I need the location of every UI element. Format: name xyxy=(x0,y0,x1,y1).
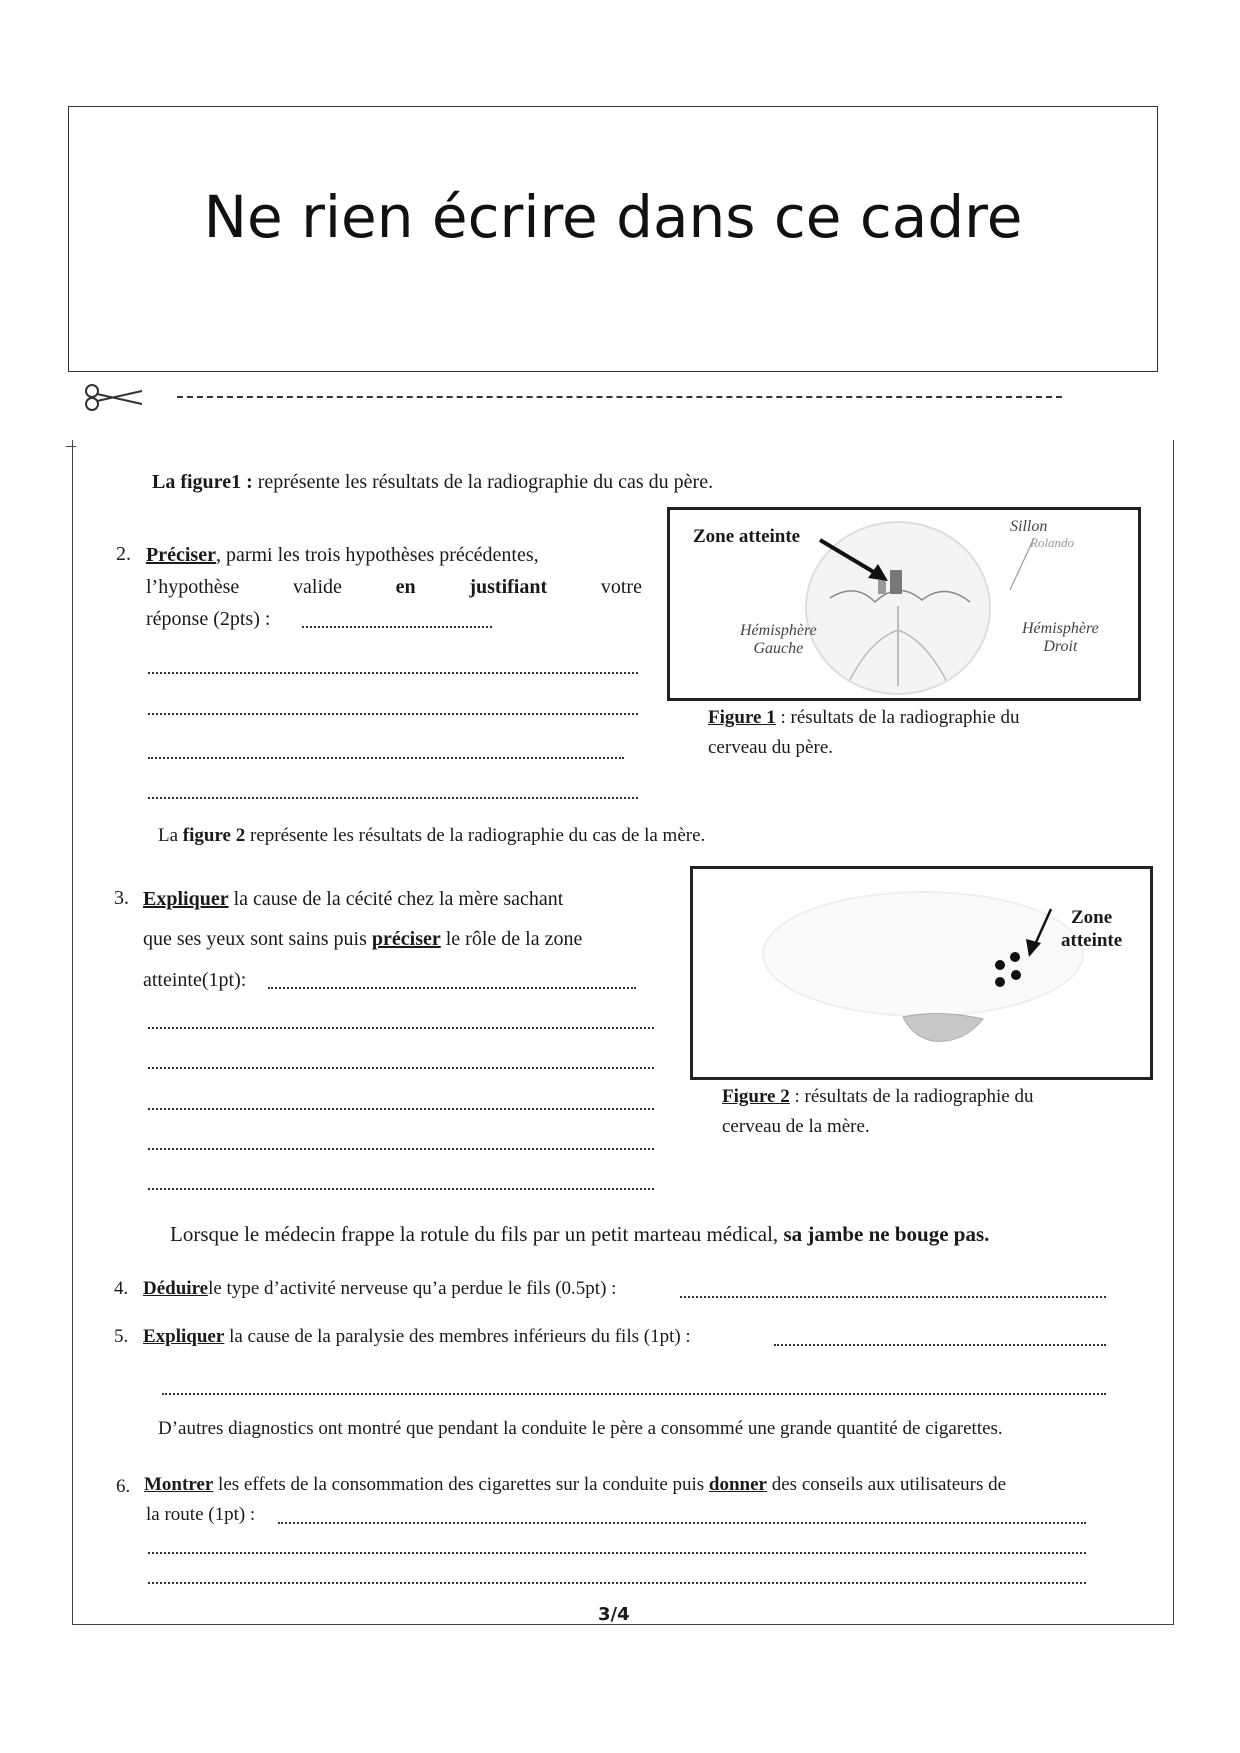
q6-line2: la route (1pt) : xyxy=(146,1504,256,1525)
answer-line[interactable] xyxy=(148,757,624,759)
intro2-prefix: La xyxy=(158,825,179,846)
q2-line2-b: valide xyxy=(293,576,342,598)
q2-line2-c: en xyxy=(395,576,416,598)
figure1-sillon: Sillon xyxy=(1010,518,1048,535)
frame-corner xyxy=(66,446,76,447)
figure2-zone-label xyxy=(1061,907,1122,953)
q6-text2: des conseils aux utilisateurs de xyxy=(771,1474,1007,1495)
scissors-icon xyxy=(82,382,152,412)
intro-cigarettes: D’autres diagnostics ont montré que pendant la conduite le père a consommé une grande quantité de cigarettes. xyxy=(158,1418,1003,1439)
figure2-caption-label: Figure 2 xyxy=(722,1086,790,1107)
figure1-left-hemi-1: Hémisphère xyxy=(740,622,817,639)
reserved-box xyxy=(68,106,1158,372)
q6-verb1: Montrer xyxy=(144,1474,214,1495)
figure2-zone-1: Zone xyxy=(1071,907,1113,928)
answer-line[interactable] xyxy=(148,1582,1086,1584)
q5-verb: Expliquer xyxy=(143,1326,225,1347)
answer-line[interactable] xyxy=(148,1067,654,1069)
q5-line xyxy=(143,1326,691,1349)
q3-number: 3. xyxy=(114,887,129,909)
q2-line1 xyxy=(146,543,642,567)
q2-line2-a: l’hypothèse xyxy=(146,576,240,598)
answer-line[interactable] xyxy=(680,1296,1106,1298)
figure1-caption-label: Figure 1 xyxy=(708,707,776,728)
q3-line2-b: le rôle de la zone xyxy=(445,928,583,950)
figure1-rolando: Rolando xyxy=(1030,535,1075,550)
q5-number: 5. xyxy=(114,1326,129,1347)
q3-verb1: Expliquer xyxy=(143,888,229,910)
q2-verb: Préciser xyxy=(146,544,216,566)
answer-line[interactable] xyxy=(278,1522,1086,1524)
figure1-zone-label: Zone atteinte xyxy=(693,526,801,547)
q3-line3: atteinte(1pt): xyxy=(143,969,247,991)
q3-line2-a: que ses yeux sont sains puis xyxy=(143,928,367,950)
answer-line[interactable] xyxy=(148,1188,654,1190)
answer-line[interactable] xyxy=(148,1552,1086,1554)
intro-figure2 xyxy=(158,825,705,848)
intro3-bold: sa jambe ne bouge pas. xyxy=(783,1222,990,1246)
brain-image-mother xyxy=(693,869,1150,1077)
q2-line2 xyxy=(146,575,642,599)
q3-line1 xyxy=(143,887,563,911)
reserved-box-title: Ne rien écrire dans ce cadre xyxy=(203,183,1023,251)
figure1-left-hemi xyxy=(740,622,817,657)
intro3-text: Lorsque le médecin frappe la rotule du fils par un petit marteau médical, xyxy=(170,1222,779,1246)
q3-verb2: préciser xyxy=(371,928,441,950)
answer-line[interactable] xyxy=(774,1344,1106,1346)
page-number: 3/4 xyxy=(598,1604,630,1625)
q2-line1-text: , parmi les trois hypothèses précédentes, xyxy=(215,544,539,566)
cut-dashes xyxy=(177,396,1062,398)
answer-line[interactable] xyxy=(148,1148,654,1150)
figure2-box xyxy=(690,866,1153,1080)
q5-text: la cause de la paralysie des membres inférieurs du fils (1pt) : xyxy=(229,1326,691,1347)
figure1-box xyxy=(667,507,1141,701)
q6-text1: les effets de la consommation des cigarettes sur la conduite puis xyxy=(218,1474,705,1495)
answer-line[interactable] xyxy=(148,1108,654,1110)
q4-line xyxy=(143,1278,616,1301)
answer-line[interactable] xyxy=(268,987,636,989)
q3-line2 xyxy=(143,927,582,951)
q6-verb2: donner xyxy=(708,1474,767,1495)
q2-line3: réponse (2pts) : xyxy=(146,608,271,630)
figure1-caption xyxy=(708,703,1020,763)
answer-line[interactable] xyxy=(162,1393,1106,1395)
intro2-bold: figure 2 xyxy=(182,825,246,846)
q2-line2-e: votre xyxy=(600,576,642,598)
q6-line1 xyxy=(144,1474,1006,1497)
figure2-caption xyxy=(722,1082,1034,1142)
answer-line[interactable] xyxy=(148,713,638,715)
answer-line[interactable] xyxy=(148,797,638,799)
intro1-bold: La figure1 : xyxy=(152,471,253,493)
q6-number: 6. xyxy=(116,1476,131,1497)
answer-line[interactable] xyxy=(148,1027,654,1029)
figure2-caption-text1: : résultats de la radiographie du xyxy=(794,1086,1034,1107)
figure2-zone-2: atteinte xyxy=(1061,929,1123,951)
q3-line1-text: la cause de la cécité chez la mère sachant xyxy=(233,888,564,910)
intro1-text: représente les résultats de la radiographie du cas du père. xyxy=(257,471,714,493)
intro-figure1 xyxy=(152,470,713,494)
answer-line[interactable] xyxy=(148,672,638,674)
figure1-right-hemi xyxy=(1022,620,1099,655)
figure2-caption-text2: cerveau de la mère. xyxy=(722,1116,870,1137)
answer-line[interactable] xyxy=(302,626,492,628)
intro2-text: représente les résultats de la radiographie du cas de la mère. xyxy=(250,825,706,846)
q4-verb: Déduire xyxy=(143,1278,209,1299)
q4-number: 4. xyxy=(114,1278,129,1299)
q2-number: 2. xyxy=(116,543,131,565)
q4-text: le type d’activité nerveuse qu’a perdue le fils (0.5pt) : xyxy=(208,1278,617,1299)
figure1-caption-text2: cerveau du père. xyxy=(708,737,834,758)
cut-line xyxy=(82,380,1062,420)
figure1-left-hemi-2: Gauche xyxy=(753,639,804,657)
intro-reflex xyxy=(170,1222,989,1247)
figure1-right-hemi-1: Hémisphère xyxy=(1022,620,1099,637)
figure1-right-hemi-2: Droit xyxy=(1043,637,1078,655)
q2-line2-d: justifiant xyxy=(469,576,548,598)
figure1-caption-text1: : résultats de la radiographie du xyxy=(780,707,1020,728)
